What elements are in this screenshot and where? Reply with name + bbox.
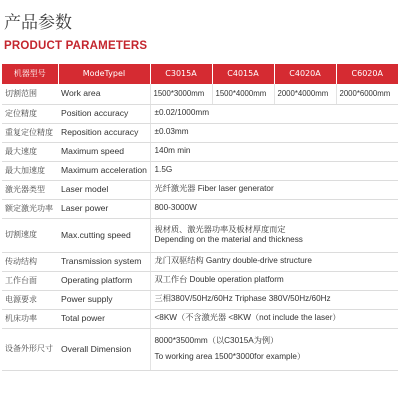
row-label-cn: 重复定位精度: [2, 123, 58, 142]
table-row-maximum-acceleration: [2, 161, 398, 180]
row-value: 龙门双驱结构 Gantry double-drive structure: [150, 252, 398, 271]
page-title-en: PRODUCT PARAMETERS: [4, 40, 148, 52]
row-label-cn: 工作台面: [2, 271, 58, 290]
row-label-cn: 电源要求: [2, 290, 58, 309]
row-label-en: Laser power: [58, 199, 150, 218]
row-label-en: Overall Dimension: [58, 328, 150, 370]
header-model-c4015a: C4015A: [212, 64, 274, 84]
row-value: <8KW（不含激光器 <8KW（not include the laser）: [150, 309, 398, 328]
header-model-cn: 机器型号: [2, 64, 58, 84]
page-title-cn: 产品参数: [4, 13, 72, 33]
row-value: 800-3000W: [150, 199, 398, 218]
row-label-en: Power supply: [58, 290, 150, 309]
table-row-transmission-system: [2, 252, 398, 271]
row-label-en: Reposition accuracy: [58, 123, 150, 142]
header-model-en: ModeTypeI: [58, 64, 150, 84]
table-row-maximum-speed: [2, 142, 398, 161]
row-value: ±0.02/1000mm: [150, 104, 398, 123]
row-label-en: Maximum acceleration: [58, 161, 150, 180]
row-label-cn: 设备外形尺寸: [2, 328, 58, 370]
header-model-c6020a: C6020A: [336, 64, 398, 84]
row-label-cn: 激光器类型: [2, 180, 58, 199]
work-area-c6020a: 2000*6000mm: [336, 84, 398, 104]
row-label-cn: 切割范围: [2, 84, 58, 104]
table-row-total-power: [2, 309, 398, 328]
row-label-en: Max.cutting speed: [58, 218, 150, 252]
header-model-c3015a: C3015A: [150, 64, 212, 84]
row-value: 光纤激光器 Fiber laser generator: [150, 180, 398, 199]
table-row-overall-dimension: [2, 328, 398, 370]
row-value: [150, 328, 398, 370]
row-value: 三相380V/50Hz/60Hz Triphase 380V/50Hz/60Hz: [150, 290, 398, 309]
header-model-c4020a: C4020A: [274, 64, 336, 84]
row-label-cn: 定位精度: [2, 104, 58, 123]
table-row-work-area: [2, 84, 398, 104]
cutting-speed-line-en: Depending on the material and thickness: [154, 235, 303, 244]
row-value: 双工作台 Double operation platform: [150, 271, 398, 290]
row-label-en: Total power: [58, 309, 150, 328]
work-area-c4020a: 2000*4000mm: [274, 84, 336, 104]
product-parameters-table: [2, 64, 398, 371]
table-row-reposition-accuracy: [2, 123, 398, 142]
row-label-cn: 最大速度: [2, 142, 58, 161]
row-label-en: Maximum speed: [58, 142, 150, 161]
row-label-en: Laser model: [58, 180, 150, 199]
row-value: ±0.03mm: [150, 123, 398, 142]
row-label-cn: 机床功率: [2, 309, 58, 328]
table-row-cutting-speed: [2, 218, 398, 252]
row-label-cn: 最大加速度: [2, 161, 58, 180]
table-row-power-supply: [2, 290, 398, 309]
row-label-en: Work area: [58, 84, 150, 104]
table-row-position-accuracy: [2, 104, 398, 123]
row-label-cn: 额定激光功率: [2, 199, 58, 218]
table-header-row: [2, 64, 398, 84]
row-value: [150, 218, 398, 252]
row-value: 1.5G: [150, 161, 398, 180]
dimension-line-1: 8000*3500mm（以C3015A为例）: [154, 335, 279, 345]
row-label-cn: 切割速度: [2, 218, 58, 252]
table-row-laser-model: [2, 180, 398, 199]
work-area-c3015a: 1500*3000mm: [150, 84, 212, 104]
row-label-en: Position accuracy: [58, 104, 150, 123]
row-label-en: Operating platform: [58, 271, 150, 290]
row-label-cn: 传动结构: [2, 252, 58, 271]
row-label-en: Transmission system: [58, 252, 150, 271]
row-value: 140m min: [150, 142, 398, 161]
table-row-laser-power: [2, 199, 398, 218]
work-area-c4015a: 1500*4000mm: [212, 84, 274, 104]
dimension-line-2: To working area 1500*3000for example）: [154, 352, 306, 361]
table-row-operating-platform: [2, 271, 398, 290]
cutting-speed-line-cn: 视材质、激光器功率及板材厚度而定: [154, 224, 286, 234]
